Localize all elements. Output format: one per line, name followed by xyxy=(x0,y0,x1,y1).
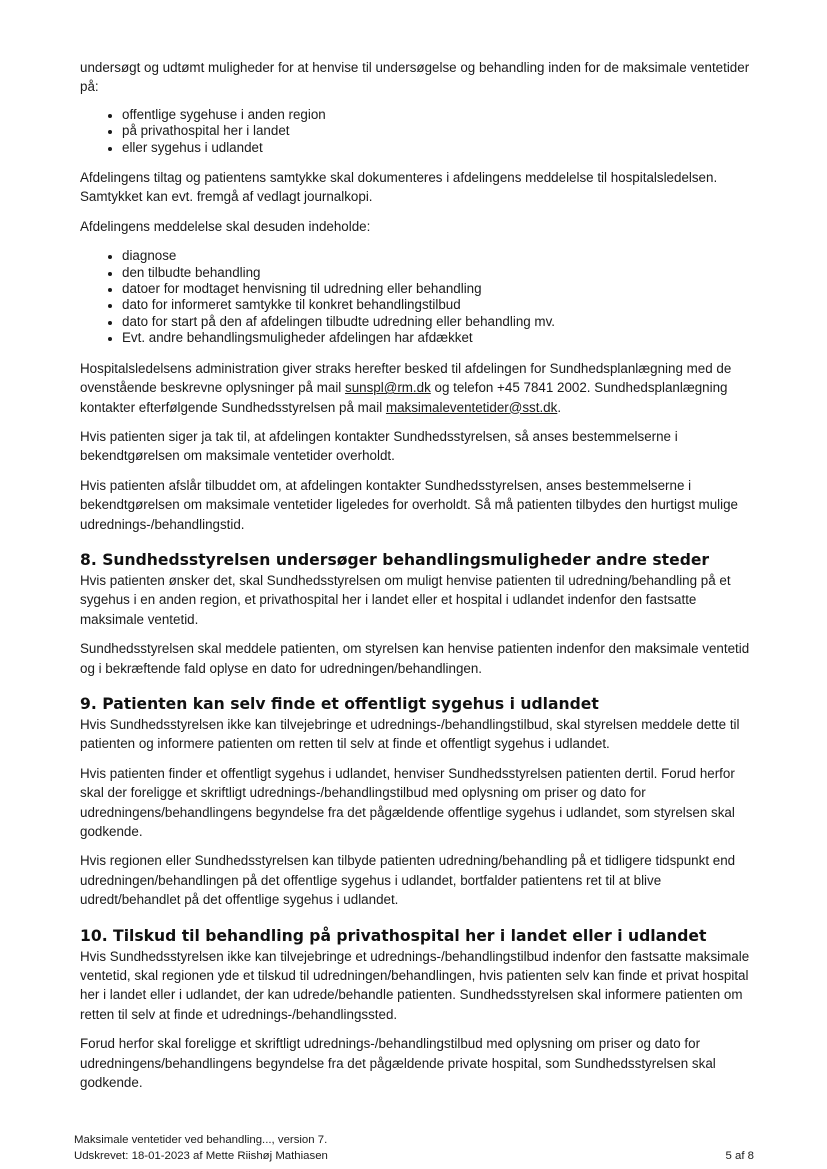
page-footer xyxy=(74,1132,754,1164)
sunspl-email-link[interactable]: sunspl@rm.dk xyxy=(345,380,431,396)
text: Hospitalsledelsens administration giver straks herefter besked til afdelingen for Sundhedsplanlægning med de ovenstående beskrevne oplysninger på mail xyxy=(80,360,732,396)
notice-contents-intro: Afdelingens meddelelse skal desuden indeholde: xyxy=(80,218,371,234)
list-item: på privathospital her i landet xyxy=(122,123,752,139)
consent-paragraph: Afdelingens tiltag og patientens samtykke skal dokumenteres i afdelingens meddelelse til hospitalsledelsen. Samtykket kan evt. fremgå af vedlagt journalkopi. xyxy=(80,170,718,205)
footer-printed-info: Udskrevet: 18-01-2023 af Mette Riishøj Mathiasen xyxy=(74,1150,328,1162)
list-item: Evt. andre behandlingsmuligheder afdelingen har afdækket xyxy=(122,330,752,346)
section-9-paragraph: Hvis regionen eller Sundhedsstyrelsen kan tilbyde patienten udredning/behandling på et tidligere tidspunkt end udredningen/behandlingen på det offentlige sygehus i udlandet, bortfalder patientens ret til at blive udredt/behandlet på det offentlige sygehus i udlandet. xyxy=(80,853,736,908)
list-item: den tilbudte behandling xyxy=(122,265,752,281)
list-item: offentlige sygehuse i anden region xyxy=(122,107,752,123)
sst-email-link[interactable]: maksimaleventetider@sst.dk xyxy=(385,399,558,415)
administration-paragraph xyxy=(80,359,752,417)
section-8-heading: 8. Sundhedsstyrelsen undersøger behandlingsmuligheder andre steder xyxy=(80,550,710,569)
list-item: dato for start på den af afdelingen tilbudte udredning eller behandling mv. xyxy=(122,314,752,330)
accept-paragraph: Hvis patienten siger ja tak til, at afdelingen kontakter Sundhedsstyrelsen, så anses bestemmelserne i bekendtgørelsen om maksimale ventetider overholdt. xyxy=(80,428,678,464)
section-9-heading: 9. Patienten kan selv finde et offentligt sygehus i udlandet xyxy=(80,694,599,713)
intro-paragraph: undersøgt og udtømt muligheder for at henvise til undersøgelse og behandling inden for de maksimale ventetider på: xyxy=(80,60,750,95)
section-8-paragraph: Hvis patienten ønsker det, skal Sundhedsstyrelsen om muligt henvise patienten til udredning/behandling på et sygehus i en anden region, et privathospital her i landet eller et hospital i udlandet indenfor den fastsatte maksimale ventetid. xyxy=(80,572,731,627)
section-10-paragraph: Hvis Sundhedsstyrelsen ikke kan tilvejebringe et udrednings-/behandlingstilbud indenfor den fastsatte maksimale ventetid, skal regionen yde et tilskud til udredningen/behandlingen, hvis patienten selv kan finde et privat hospital her i landet eller i udlandet, der kan udrede/behandle patienten. Sundhedsstyrelsen skal informere patienten om retten til selv at finde et udrednings-/behandlingssted. xyxy=(80,948,750,1022)
footer-document-title: Maksimale ventetider ved behandling..., version 7. xyxy=(74,1134,328,1146)
referral-options-list xyxy=(80,107,752,156)
section-10-paragraph: Forud herfor skal foreligge et skriftligt udrednings-/behandlingstilbud med oplysning om priser og dato for udredningens/behandlingens begyndelse fra det pågældende private hospital, som Sundhedsstyrelsen skal godkende. xyxy=(80,1036,716,1091)
text: . xyxy=(557,399,562,415)
section-9-paragraph: Hvis Sundhedsstyrelsen ikke kan tilvejebringe et udrednings-/behandlingstilbud, skal styrelsen meddele dette til patienten og informere patienten om retten til selv at finde et offentligt sygehus i udlandet. xyxy=(80,716,740,752)
list-item: dato for informeret samtykke til konkret behandlingstilbud xyxy=(122,297,752,313)
document-page xyxy=(80,58,752,1092)
notice-contents-list xyxy=(80,248,752,346)
list-item: diagnose xyxy=(122,248,752,264)
page-number: 5 af 8 xyxy=(725,1150,754,1162)
section-10-heading: 10. Tilskud til behandling på privathospital her i landet eller i udlandet xyxy=(80,926,707,945)
decline-paragraph: Hvis patienten afslår tilbuddet om, at afdelingen kontakter Sundhedsstyrelsen, anses bestemmelserne i bekendtgørelsen om maksimale ventetider ligeledes for overholdt. Så må patienten tilbydes den hurtigst mulige udrednings-/behandlingstid. xyxy=(80,477,738,532)
section-8-paragraph: Sundhedsstyrelsen skal meddele patienten, om styrelsen kan henvise patienten indenfor den maksimale ventetid og i bekræftende fald oplyse en dato for udredningen/behandlingen. xyxy=(80,641,750,676)
list-item: eller sygehus i udlandet xyxy=(122,140,752,156)
list-item: datoer for modtaget henvisning til udredning eller behandling xyxy=(122,281,752,297)
text: og telefon +45 7841 2002. Sundhedsplanlægning kontakter efterfølgende Sundhedsstyrelsen på mail xyxy=(80,380,728,415)
section-9-paragraph: Hvis patienten finder et offentligt sygehus i udlandet, henviser Sundhedsstyrelsen patienten dertil. Forud herfor skal der foreligge et skriftligt udrednings-/behandlingstilbud med oplysning om priser og dato for udredningens/behandlingens begyndelse fra det pågældende offentlige sygehus i udlandet, som styrelsen skal godkende. xyxy=(80,765,735,839)
